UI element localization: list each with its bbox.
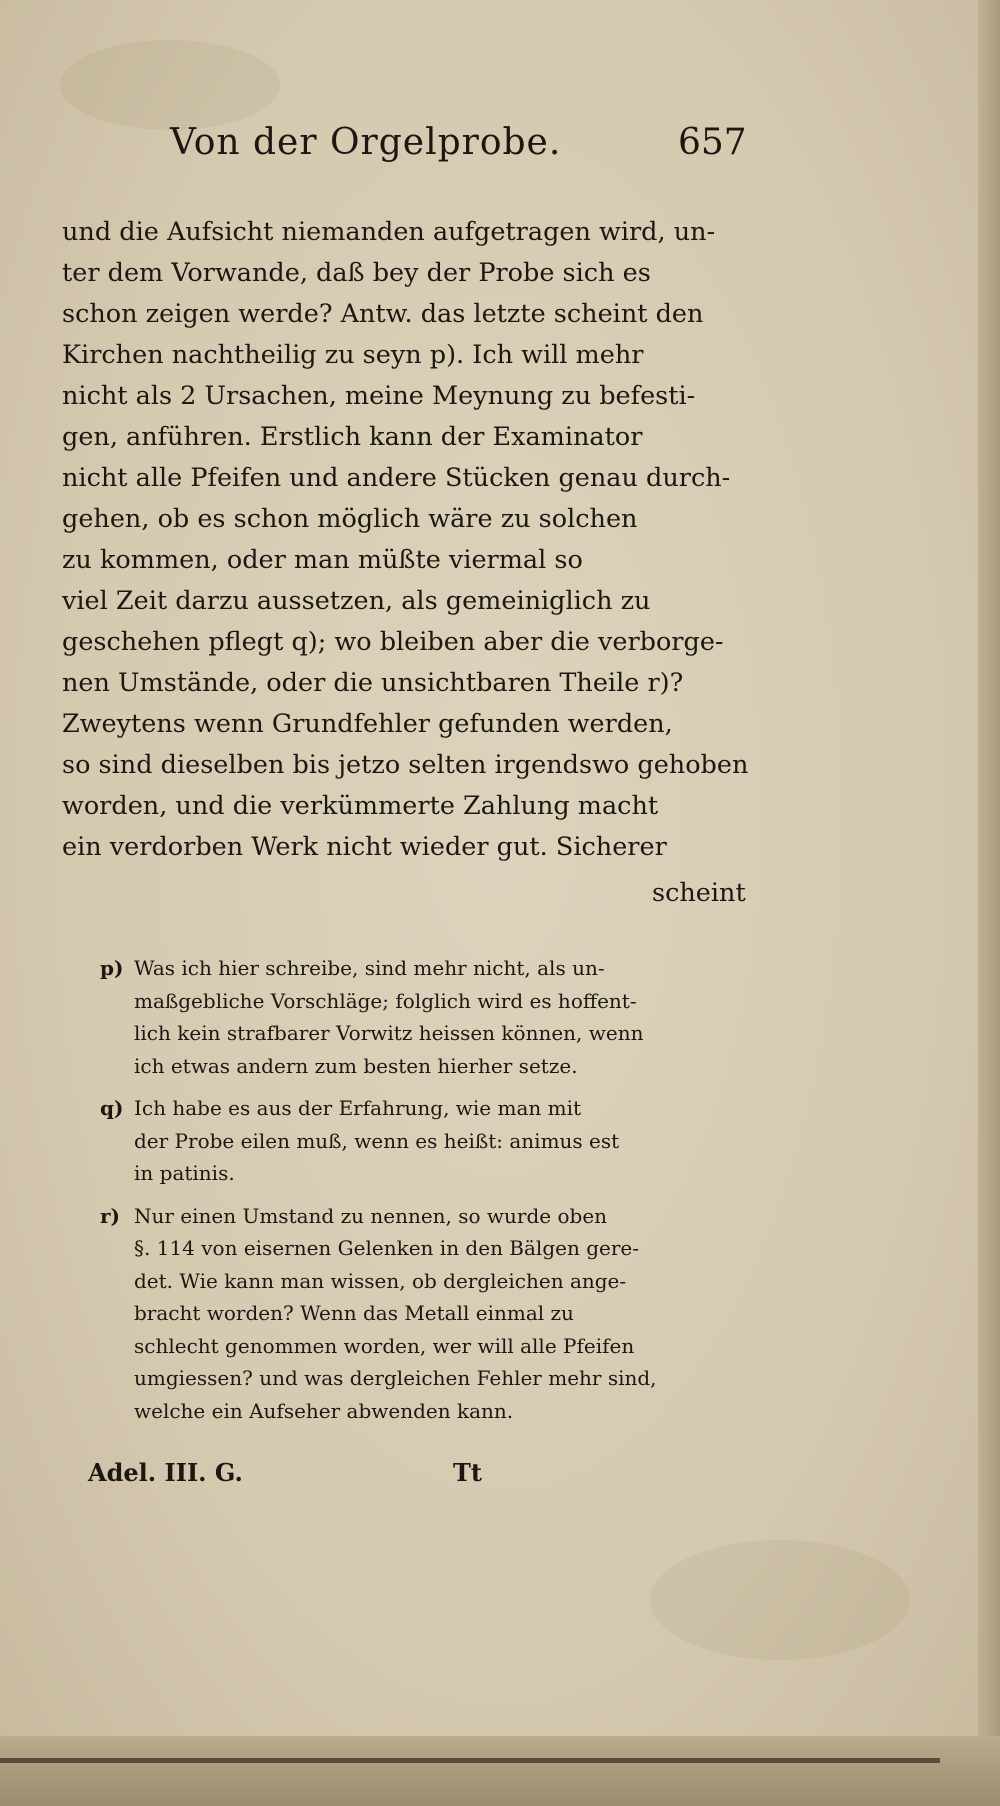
- binding-line: [0, 1758, 940, 1763]
- body-line: nicht alle Pfeifen und andere Stücken genau durch-: [62, 463, 731, 493]
- footnote-text: ich etwas andern zum besten hierher setze.: [134, 1053, 578, 1078]
- body-line: ein verdorben Werk nicht wieder gut. Sicherer: [62, 832, 667, 862]
- paper-stain: [60, 40, 280, 130]
- footnote: [100, 952, 780, 1082]
- body-line: Zweytens wenn Grundfehler gefunden werden,: [62, 709, 673, 739]
- body-line: nicht als 2 Ursachen, meine Meynung zu befesti-: [62, 381, 696, 411]
- body-line: gen, anführen. Erstlich kann der Examinator: [62, 422, 643, 452]
- body-text: [62, 212, 762, 868]
- body-line: und die Aufsicht niemanden aufgetragen wird, un-: [62, 217, 716, 247]
- footnote-text: bracht worden? Wenn das Metall einmal zu: [134, 1301, 574, 1325]
- footnote-text: Was ich hier schreibe, sind mehr nicht, als un-: [134, 956, 605, 980]
- body-line: geschehen pflegt q); wo bleiben aber die verborge-: [62, 627, 724, 657]
- body-line: nen Umstände, oder die unsichtbaren Theile r)?: [62, 668, 684, 698]
- footnote-text: maßgebliche Vorschläge; folglich wird es hoffent-: [134, 988, 637, 1013]
- footnote: [100, 1200, 780, 1428]
- footnote-line: [100, 1017, 780, 1050]
- footnote-text: Nur einen Umstand zu nennen, so wurde oben: [134, 1203, 608, 1228]
- footnotes: [100, 952, 780, 1437]
- footnote-line: [100, 1297, 780, 1330]
- footnote-line: [100, 1395, 780, 1428]
- body-line: gehen, ob es schon möglich wäre zu solchen: [62, 504, 638, 534]
- footnote-mark: p): [100, 956, 124, 980]
- paper-stain: [650, 1540, 910, 1660]
- catchword: scheint: [652, 878, 746, 908]
- footnote-line: [100, 1232, 780, 1265]
- footnote-line: [100, 952, 780, 985]
- page-edge: [978, 0, 1000, 1806]
- body-line: viel Zeit darzu aussetzen, als gemeiniglich zu: [62, 586, 651, 616]
- body-line: ter dem Vorwande, daß bey der Probe sich es: [62, 258, 651, 288]
- footnote-line: [100, 1092, 780, 1125]
- footnote-line: [100, 1157, 780, 1190]
- page-number: 657: [678, 122, 747, 163]
- footnote-mark: r): [100, 1203, 120, 1228]
- sheet-signature: Tt: [453, 1458, 482, 1487]
- printer-signature: Adel. III. G.: [88, 1458, 243, 1487]
- body-line: zu kommen, oder man müßte viermal so: [62, 545, 583, 575]
- footnote-line: [100, 1050, 780, 1083]
- footnote-line: [100, 1125, 780, 1158]
- footnote-text: in patinis.: [134, 1161, 235, 1185]
- body-line: Kirchen nachtheilig zu seyn p). Ich will mehr: [62, 340, 644, 370]
- footnote-text: §. 114 von eisernen Gelenken in den Bälgen gere-: [134, 1236, 639, 1260]
- footnote-text: Ich habe es aus der Erfahrung, wie man mit: [134, 1096, 582, 1120]
- footnote-text: det. Wie kann man wissen, ob dergleichen ange-: [134, 1268, 627, 1293]
- footnote-mark: q): [100, 1096, 124, 1120]
- body-line: worden, und die verkümmerte Zahlung macht: [62, 791, 659, 821]
- footnote-line: [100, 1362, 780, 1395]
- footnote-line: [100, 1265, 780, 1298]
- footnote-text: lich kein strafbarer Vorwitz heissen können, wenn: [134, 1021, 644, 1045]
- footnote-line: [100, 1330, 780, 1363]
- body-line: schon zeigen werde? Antw. das letzte scheint den: [62, 299, 704, 329]
- footnote: [100, 1092, 780, 1190]
- page-bottom-edge: [0, 1736, 1000, 1806]
- footnote-text: umgiessen? und was dergleichen Fehler mehr sind,: [134, 1366, 657, 1390]
- page-header: [60, 122, 760, 172]
- footnote-text: schlecht genommen worden, wer will alle Pfeifen: [134, 1333, 635, 1358]
- footnote-line: [100, 985, 780, 1018]
- footnote-text: der Probe eilen muß, wenn es heißt: animus est: [134, 1128, 620, 1153]
- body-line: so sind dieselben bis jetzo selten irgendswo gehoben: [62, 750, 749, 780]
- running-title: Von der Orgelprobe.: [170, 122, 562, 163]
- footnote-line: [100, 1200, 780, 1233]
- footnote-text: welche ein Aufseher abwenden kann.: [134, 1398, 514, 1423]
